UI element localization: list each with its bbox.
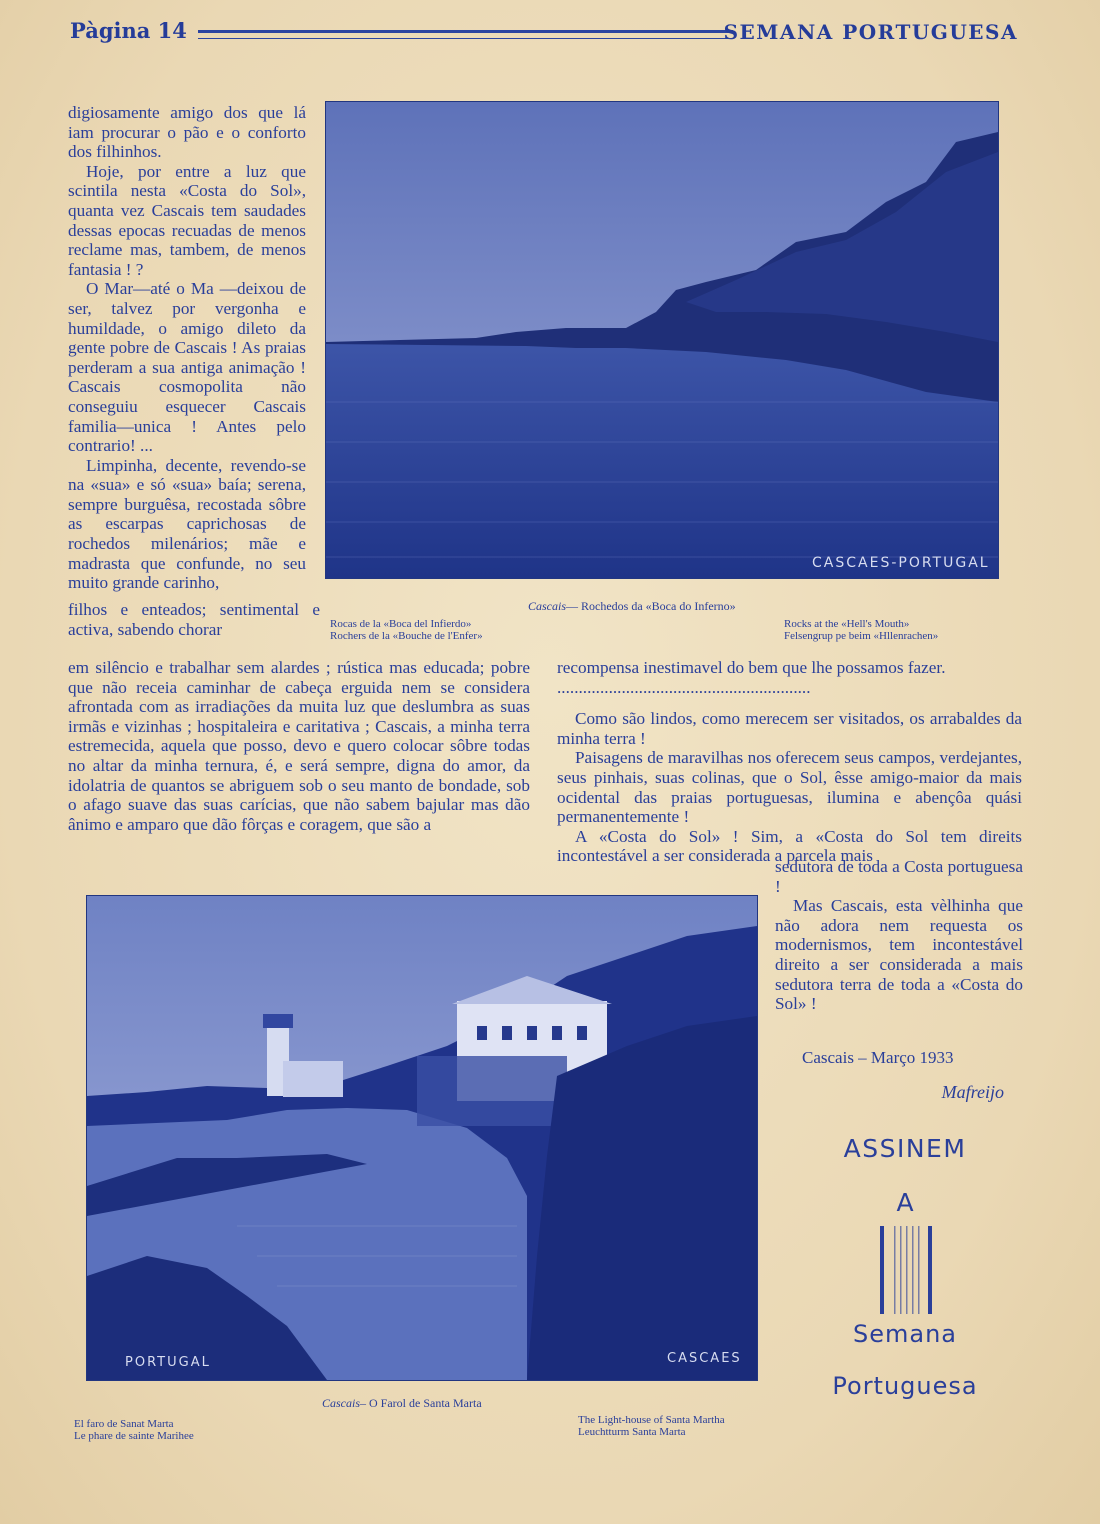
photo-watermark-right: CASCAES bbox=[667, 1351, 742, 1366]
coastal-cliffs-image bbox=[326, 102, 998, 578]
advert-line-a: A bbox=[896, 1188, 914, 1217]
photo-top-caption: Cascais— Rochedos da «Boca do Inferno» bbox=[528, 599, 736, 613]
article-paragraph: digiosamente amigo dos que lá iam procurar o pão e o conforto dos filhinhos. bbox=[68, 103, 306, 162]
article-dateline: Cascais – Março 1933 bbox=[802, 1048, 954, 1067]
article-paragraph: Limpinha, decente, revendo-se na «sua» e só «sua» baía; serena, sempre burguêsa, recostada sôbre as escarpas caprichosas de rochedos milenários; mãe e madrasta que confunde, no seu muito grande carinho, bbox=[68, 455, 306, 593]
photo-farol-santa-marta bbox=[86, 895, 758, 1381]
advert-bars-ornament bbox=[880, 1226, 932, 1314]
article-column-wide bbox=[68, 658, 530, 834]
article-paragraph: Mas Cascais, esta vèlhinha que não adora nem requesta os modernismos, tem incontestável direito a ser considerada a mais sedutora terra de toda a «Costa do Sol» ! bbox=[775, 896, 1023, 1014]
article-column-left-tail bbox=[68, 600, 318, 639]
article-paragraph: recompensa inestimavel do bem que lhe possamos fazer. bbox=[557, 658, 946, 677]
article-ellipsis: ........................................................... bbox=[557, 677, 811, 697]
article-column-right-narrow bbox=[775, 857, 1023, 1014]
article-paragraph: Paisagens de maravilhas nos oferecem seus campos, verdejantes, seus pinhais, suas colinas, que o Sol, êsse amigo-maior da mais ocidental das praias portuguesas, ilumina e abençôa quási permanentemente ! bbox=[557, 748, 1022, 827]
article-paragraph: filhos e enteados; sentimental e activa, sabendo chorar bbox=[68, 600, 320, 639]
page-number: Pàgina 14 bbox=[70, 18, 187, 43]
lighthouse-image bbox=[87, 896, 757, 1380]
advert-line-portuguesa: Portuguesa bbox=[832, 1372, 978, 1400]
photo-bottom-caption-en-de: The Light-house of Santa Martha Leuchtturm Santa Marta bbox=[578, 1414, 725, 1438]
article-paragraph: sedutora de toda a Costa portuguesa ! bbox=[775, 857, 1023, 896]
article-column-right bbox=[557, 658, 1022, 866]
magazine-title: SEMANA PORTUGUESA bbox=[723, 20, 1018, 44]
photo-bottom-caption-es-fr: El faro de Sanat Marta Le phare de sainte Marihee bbox=[74, 1418, 194, 1442]
article-paragraph: O Mar—até o Ma —deixou de ser, talvez por vergonha e humildade, o amigo dileto da gente pobre de Cascais ! As praias perderam a sua antiga animação ! Cascais cosmopolita não conseguiu esquecer Cascais familia—unica ! Antes pelo contrario! ... bbox=[68, 279, 306, 456]
photo-watermark: CASCAES-PORTUGAL bbox=[812, 555, 990, 571]
advert-line-assinem: ASSINEM bbox=[843, 1134, 967, 1163]
article-paragraph: Como são lindos, como merecem ser visitados, os arrabaldes da minha terra ! bbox=[557, 709, 1022, 748]
article-author: Mafreijo bbox=[941, 1082, 1004, 1102]
photo-watermark-left: PORTUGAL bbox=[125, 1355, 211, 1370]
header-rule bbox=[198, 30, 733, 39]
advert-line-semana: Semana bbox=[852, 1320, 957, 1348]
article-paragraph: Hoje, por entre a luz que scintila nesta «Costa do Sol», quanta vez Cascais tem saudades dessas epocas recuadas de menos reclame mas, tambem, de menos fantasia ! ? bbox=[68, 161, 306, 279]
article-paragraph: em silêncio e trabalhar sem alardes ; rústica mas educada; pobre que não receia caminhar de cabeça erguida nem se considera afrontada com as irradiações da muita luz que deslumbra as suas irmãs e vizinhas ; hospitaleira e caritativa ; Cascais, a minha terra estremecida, aquela que posso, devo e quero colocar sôbre todas no altar da minha ternura, é, e será sempre, digna do amor, da idolatria de quantos se abriguem sob o seu manto de bondade, sob o afago suave das suas carícias, que não sabem bajular mas dão ânimo e amparo que dão fôrças e coragem, que são a bbox=[68, 658, 530, 834]
photo-top-caption-es-fr: Rocas de la «Boca del Infierdo» Rochers de la «Bouche de l'Enfer» bbox=[330, 618, 483, 642]
article-column-left bbox=[68, 103, 306, 593]
photo-bottom-caption: Cascais– O Farol de Santa Marta bbox=[322, 1396, 482, 1410]
article-paragraph: A «Costa do Sol» ! Sim, a «Costa do Sol tem direits incontestável a ser considerada a parcela mais bbox=[557, 826, 1022, 866]
photo-boca-do-inferno bbox=[325, 101, 999, 579]
photo-top-caption-en-de: Rocks at the «Hell's Mouth» Felsengrup pe beim «Hllenrachen» bbox=[784, 618, 939, 642]
